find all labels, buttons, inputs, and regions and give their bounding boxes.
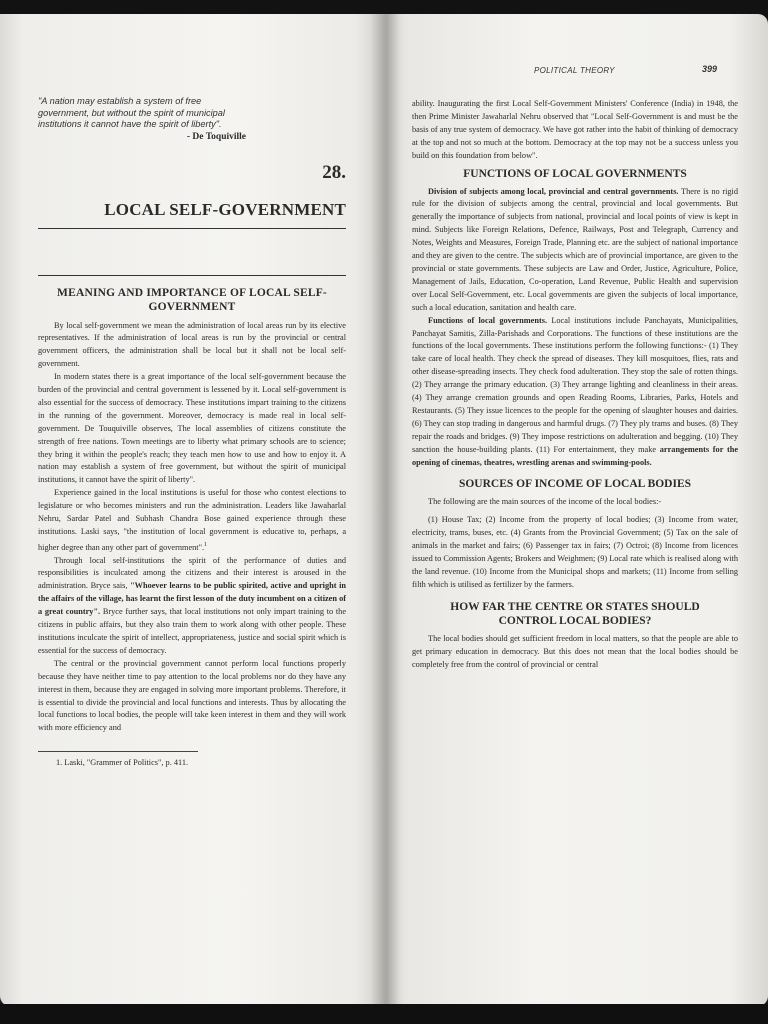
heading-control: HOW FAR THE CENTRE OR STATES SHOULD CONTROL LOCAL BODIES? bbox=[450, 600, 700, 627]
epigraph-quote: "A nation may establish a system of free government, but without the spirit of municipal institutions it cannot have the spirit of liberty". bbox=[38, 96, 225, 129]
heading-functions: FUNCTIONS OF LOCAL GOVERNMENTS bbox=[463, 167, 687, 180]
paragraph: (1) House Tax; (2) Income from the property of local bodies; (3) Income from water, electricity, trams, buses, etc. (4) Grants from the Provincial Government; (5) Tax on the sale of animals in the market and fairs; (6) Passenger tax in fairs; (7) Octroi; (8) Income from licences issued to Commission Agents; Brokers and Weighmen; (9) Local rate which is realised along with the land revenue. (10) Income from the Municipal shops and markets; (11) Income from selling filth which is utilised as fertilizer by the farmers. bbox=[412, 515, 738, 589]
title-rule bbox=[38, 228, 346, 229]
right-page-body bbox=[412, 98, 738, 672]
footnote-rule bbox=[38, 751, 198, 752]
paragraph-text: Bryce further says, that local institutions not only impart training to the citizens in public affairs, but they also train them to work along with other people. These institutions inculcate the spirit of intellect, appropriateness, justice and social spirit which is essential for the success of democracy. bbox=[38, 607, 346, 655]
epigraph-author: - De Toquiville bbox=[186, 131, 246, 142]
left-page bbox=[0, 14, 386, 1006]
page-number: 399 bbox=[702, 64, 718, 74]
paragraph bbox=[412, 186, 738, 315]
right-page bbox=[386, 14, 768, 1006]
paragraph-text: There is no rigid rule for the division of subjects among the central, provincial and local governments. But generally the importance of subjects from national, provincial and local points of view is kept in mind. Subjects like Foreign Relations, Defence, Railways, Post and Telegraph, Currency and Notes, Weights and Measures, Foreign Trade, Planning etc. are the subject of national importance and they are given to the centre. The subjects which are of provincial importance, are given to the provincial or state governments. These subjects are Law and Order, Justice, Agriculture, Police, Management of Jails, Education, Co-operation, Land Revenue, Public Health and supervision over Local Self-Government, etc. Local governments are given the subjects of local importance, such a local education, sanitation and health care. bbox=[412, 186, 738, 312]
paragraph bbox=[38, 555, 346, 658]
paragraph bbox=[38, 487, 346, 554]
paragraph-bold-end: arrangements for the opening of cinemas, theatres, wrestling arenas and swimming-pools. bbox=[412, 444, 738, 467]
paragraph-text: Through local self-institutions the spirit of the performance of duties and responsibilities is inculcated among the citizens and their interest is aroused in the administration. Bryce sais, bbox=[38, 555, 346, 591]
scan-bottom-edge bbox=[0, 1004, 768, 1024]
section-heading: MEANING AND IMPORTANCE OF LOCAL SELF-GOVERNMENT bbox=[57, 286, 327, 313]
paragraph: By local self-government we mean the administration of local areas run by its elective representatives. If the administration of local areas is run by the provincial or central government officers, the administration shall be local but it shall not be local self-government. bbox=[38, 320, 346, 369]
footnote-marker: 1 bbox=[204, 541, 208, 548]
paragraph: In modern states there is a great importance of the local self-government because the burden of the provincial and central government is lessened by it. Local self-government is also essential for the success of democracy. These institutions impart training to the citizens in the running of the government. Moreover, democracy is made real in local self-government. De Touquiville observes, The local assemblies of citizens constitute the strength of free nations. Town meetings are to liberty what primary schools are to science; they bring it within the people's reach; they teach men how to use and how to enjoy it. A nation may establish a system of free government, but without the spirit of municipal institutions, it cannot have the spirit of liberty". bbox=[38, 372, 346, 485]
paragraph: ability. Inaugurating the first Local Self-Government Ministers' Conference (India) in 1948, the then Prime Minister Jawaharlal Nehru observed that "Local Self-Government is and must be the basis of any true system of democracy. We have got rather into the habit of thinking of democracy at the top and not so much at the bottom. Democracy at the top may not be a success unless you build on this foundation from below". bbox=[412, 99, 738, 160]
chapter-title: LOCAL SELF-GOVERNMENT bbox=[104, 199, 346, 219]
heading-income: SOURCES OF INCOME OF LOCAL BODIES bbox=[458, 478, 692, 491]
footnote: 1. Laski, "Grammer of Politics", p. 411. bbox=[56, 758, 189, 768]
paragraph: The local bodies should get sufficient freedom in local matters, so that the people are able to get primary education in democracy. But this does not mean that the local bodies should be completely free from the control of provincial or central bbox=[412, 633, 738, 669]
chapter-number: 28. bbox=[322, 161, 346, 183]
section-rule bbox=[38, 275, 346, 276]
bryce-quote: "Whoever learns to be public spirited, active and upright in the affairs of the village, has learnt the first lesson of the duty incumbent on a citizen of a great country". bbox=[38, 581, 346, 617]
paragraph-lead: Division of subjects among local, provincial and central governments. bbox=[428, 186, 679, 196]
paragraph bbox=[412, 315, 738, 470]
paragraph: The following are the main sources of the income of the local bodies:- bbox=[428, 497, 662, 507]
paragraph: The central or the provincial government cannot perform local functions properly because they have neither time to pay attention to the local problems nor do they have any interest in them, because they are engaged in solving more important problems. Therefore, it is essential to divide the provincial and local functions and interests. Thus by allocating the local functions to local bodies, the people will take keen interest in them and they will work with more efficiency and bbox=[38, 658, 346, 733]
paragraph-text: Local institutions include Panchayats, Municipalities, Panchayat Samitis, Zilla-Parishads and Corporations. The functions of these institutions are the functions of the local governments. These institutions perform the following functions:- (1) They take care of local health. They check the spread of diseases. They kill mosquitoes, flies, rats and other disease-spreading insects. They check food adulteration. They stop the sale of rotten things. (2) They arrange the primary education. (3) They arrange lighting and cleanliness in their areas. (4) They arrange cremation grounds and open Reading Rooms, Libraries, Parks, Hotels and Restaurants. (5) They issue licences to the people for the opening of slaughter houses and dairies. (6) They can stop trading in dangerous and harmful drugs. (7) They ply trams and buses. (8) They repair the roads and bridges. (9) They impose restrictions on adulteration and begging. (10) They sanction the house-building plants. (11) For entertainment, they make bbox=[412, 315, 739, 454]
paragraph-text: Experience gained in the local institutions is useful for those who contest elections to legislature or who becomes ministers and run the administration. Leaders like Jawaharlal Nehru, Sardar Patel and Subhash Chandra Bose gained experience through these institutions. Laski says, "the institution of local government is educative to, perhaps, a higher degree than any other part of government". bbox=[38, 488, 346, 552]
paragraph-lead: Functions of local governments. bbox=[428, 315, 548, 325]
running-head: POLITICAL THEORY bbox=[534, 66, 615, 75]
